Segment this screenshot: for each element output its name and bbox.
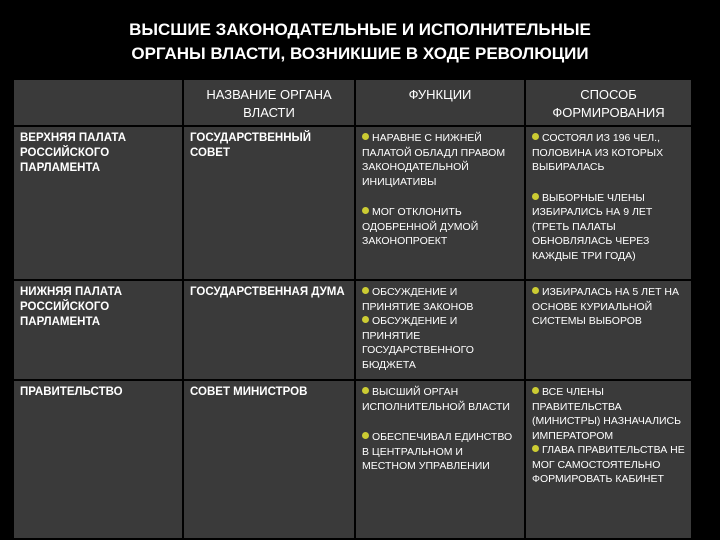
list-item	[532, 443, 685, 487]
page-title	[20, 18, 700, 66]
list-item-text: ОБСУЖДЕНИЕ И ПРИНЯТИЕ ЗАКОНОВ	[362, 286, 474, 313]
header-empty-cell	[14, 80, 182, 125]
row-formation	[526, 381, 691, 538]
list-item-text: ГЛАВА ПРАВИТЕЛЬСТВА НЕ МОГ САМОСТОЯТЕЛЬНО ФОРМИРОВАТЬ КАБИНЕТ	[532, 444, 685, 485]
list-item	[362, 131, 518, 189]
list-item-text: ВСЕ ЧЛЕНЫ ПРАВИТЕЛЬСТВА (МИНИСТРЫ) НАЗНАЧАЛИСЬ ИМПЕРАТОРОМ	[532, 386, 681, 442]
bullet-dot-icon	[532, 133, 539, 140]
row-authority-name: ГОСУДАРСТВЕННАЯ ДУМА	[184, 281, 354, 379]
list-item-text: ОБСУЖДЕНИЕ И ПРИНЯТИЕ ГОСУДАРСТВЕННОГО БЮДЖЕТА	[362, 315, 474, 371]
bullet-dot-icon	[362, 207, 369, 214]
list-item	[362, 285, 518, 314]
list-item	[362, 314, 518, 372]
bullet-dot-icon	[362, 133, 369, 140]
list-item	[362, 205, 518, 249]
bullet-dot-icon	[362, 387, 369, 394]
bullet-dot-icon	[532, 445, 539, 452]
list-item-text: НАРАВНЕ С НИЖНЕЙ ПАЛАТОЙ ОБЛАДЛ ПРАВОМ ЗАКОНОДАТЕЛЬНОЙ ИНИЦИАТИВЫ	[362, 132, 506, 188]
list-item-text: ОБЕСПЕЧИВАЛ ЕДИНСТВО В ЦЕНТРАЛЬНОМ И МЕСТНОМ УПРАВЛЕНИИ	[362, 431, 513, 472]
row-authority-name: СОВЕТ МИНИСТРОВ	[184, 381, 354, 538]
title-line-1: ВЫСШИЕ ЗАКОНОДАТЕЛЬНЫЕ И ИСПОЛНИТЕЛЬНЫЕ	[129, 20, 591, 39]
header-formation: СПОСОБ ФОРМИРОВАНИЯ	[526, 80, 691, 125]
row-category: ПРАВИТЕЛЬСТВО	[14, 381, 182, 538]
row-formation	[526, 127, 691, 279]
header-name: НАЗВАНИЕ ОРГАНА ВЛАСТИ	[184, 80, 354, 125]
row-formation	[526, 281, 691, 379]
row-category: НИЖНЯЯ ПАЛАТА РОССИЙСКОГО ПАРЛАМЕНТА	[14, 281, 182, 379]
row-category: ВЕРХНЯЯ ПАЛАТА РОССИЙСКОГО ПАРЛАМЕНТА	[14, 127, 182, 279]
bullet-dot-icon	[362, 432, 369, 439]
list-item	[362, 385, 518, 414]
list-item-text: МОГ ОТКЛОНИТЬ ОДОБРЕННОЙ ДУМОЙ ЗАКОНОПРОЕКТ	[362, 206, 479, 247]
bullet-dot-icon	[362, 316, 369, 323]
list-item-text: ИЗБИРАЛАСЬ НА 5 ЛЕТ НА ОСНОВЕ КУРИАЛЬНОЙ СИСТЕМЫ ВЫБОРОВ	[532, 286, 679, 327]
row-functions	[356, 281, 524, 379]
list-item	[532, 285, 685, 329]
row-authority-name: ГОСУДАРСТВЕННЫЙ СОВЕТ	[184, 127, 354, 279]
authorities-table	[14, 80, 691, 538]
list-item-text: ВЫСШИЙ ОРГАН ИСПОЛНИТЕЛЬНОЙ ВЛАСТИ	[362, 386, 510, 413]
list-item	[532, 385, 685, 443]
bullet-dot-icon	[362, 287, 369, 294]
list-item	[532, 131, 685, 175]
bullet-dot-icon	[532, 193, 539, 200]
bullet-dot-icon	[532, 287, 539, 294]
list-item-text: ВЫБОРНЫЕ ЧЛЕНЫ ИЗБИРАЛИСЬ НА 9 ЛЕТ (ТРЕТЬ ПАЛАТЫ ОБНОВЛЯЛАСЬ ЧЕРЕЗ КАЖДЫЕ ТРИ ГОДА)	[532, 191, 653, 262]
header-functions: ФУНКЦИИ	[356, 80, 524, 125]
bullet-dot-icon	[532, 387, 539, 394]
row-functions	[356, 381, 524, 538]
list-item-text: СОСТОЯЛ ИЗ 196 ЧЕЛ., ПОЛОВИНА ИЗ КОТОРЫХ ВЫБИРАЛАСЬ	[532, 132, 664, 173]
row-functions	[356, 127, 524, 279]
list-item	[532, 191, 685, 264]
list-item	[362, 430, 518, 474]
title-line-2: ОРГАНЫ ВЛАСТИ, ВОЗНИКШИЕ В ХОДЕ РЕВОЛЮЦИИ	[131, 44, 589, 63]
